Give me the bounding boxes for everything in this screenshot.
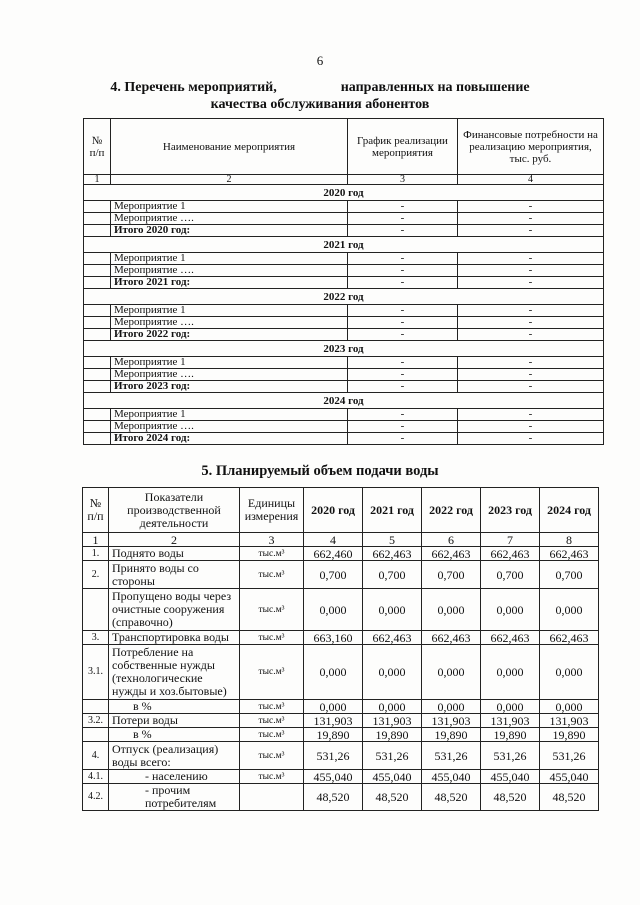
row-num-cell	[84, 421, 111, 433]
total-row	[84, 277, 604, 289]
measure-name: Мероприятие 1	[111, 409, 348, 421]
value-cell: 48,520	[540, 784, 599, 811]
measure-finance: -	[458, 381, 604, 393]
measure-finance: -	[458, 409, 604, 421]
value-cell: 0,000	[540, 700, 599, 714]
unit-cell: тыс.м³	[240, 742, 304, 770]
data-row	[83, 631, 599, 645]
year-row	[84, 341, 604, 357]
year-label: 2021 год	[84, 237, 604, 253]
indicator-name: Потери воды	[109, 714, 240, 728]
section4-title-part2: направленных на повышение	[340, 80, 530, 95]
data-row	[83, 728, 599, 742]
value-cell: 48,520	[363, 784, 422, 811]
value-cell: 531,26	[304, 742, 363, 770]
value-cell: 0,000	[422, 589, 481, 631]
measure-schedule: -	[348, 421, 458, 433]
col-header-year: 2024 год	[540, 488, 599, 533]
col-number: 3	[348, 175, 458, 185]
indicator-name: Пропущено воды через очистные сооружения (справочно)	[109, 589, 240, 631]
measure-finance: -	[458, 369, 604, 381]
indicator-name: Транспортировка воды	[109, 631, 240, 645]
value-cell: 131,903	[363, 714, 422, 728]
measure-row	[84, 317, 604, 329]
total-row	[84, 329, 604, 341]
value-cell: 48,520	[304, 784, 363, 811]
measure-schedule: -	[348, 213, 458, 225]
measure-row	[84, 369, 604, 381]
value-cell: 131,903	[422, 714, 481, 728]
indicator-name: в %	[109, 728, 240, 742]
col-header-unit: Единицы измерения	[240, 488, 304, 533]
row-number: 4.2.	[83, 784, 109, 811]
measure-schedule: -	[348, 369, 458, 381]
value-cell: 0,000	[422, 645, 481, 700]
total-row	[84, 381, 604, 393]
measure-name: Мероприятие 1	[111, 357, 348, 369]
value-cell: 0,000	[304, 645, 363, 700]
measure-schedule: -	[348, 317, 458, 329]
section4-title	[0, 79, 640, 113]
col-number: 2	[109, 533, 240, 547]
measure-finance: -	[458, 329, 604, 341]
value-cell: 531,26	[363, 742, 422, 770]
measure-row	[84, 357, 604, 369]
data-row	[83, 547, 599, 561]
measure-finance: -	[458, 253, 604, 265]
year-label: 2023 год	[84, 341, 604, 357]
value-cell: 19,890	[422, 728, 481, 742]
measure-name: Мероприятие 1	[111, 201, 348, 213]
value-cell: 48,520	[481, 784, 540, 811]
measure-name: Итого 2020 год:	[111, 225, 348, 237]
unit-cell: тыс.м³	[240, 728, 304, 742]
unit-cell: тыс.м³	[240, 700, 304, 714]
measure-name: Мероприятие 1	[111, 305, 348, 317]
measure-schedule: -	[348, 265, 458, 277]
unit-cell: тыс.м³	[240, 631, 304, 645]
unit-cell: тыс.м³	[240, 645, 304, 700]
measure-name: Мероприятие ….	[111, 421, 348, 433]
unit-cell: тыс.м³	[240, 589, 304, 631]
indicator-name: в %	[109, 700, 240, 714]
col-number: 1	[83, 533, 109, 547]
value-cell: 662,463	[363, 547, 422, 561]
measure-finance: -	[458, 277, 604, 289]
row-num-cell	[84, 305, 111, 317]
value-cell: 455,040	[304, 770, 363, 784]
measure-finance: -	[458, 317, 604, 329]
col-header-year: 2022 год	[422, 488, 481, 533]
measure-schedule: -	[348, 433, 458, 445]
value-cell: 455,040	[481, 770, 540, 784]
value-cell: 531,26	[422, 742, 481, 770]
value-cell: 662,463	[363, 631, 422, 645]
value-cell: 0,000	[540, 645, 599, 700]
value-cell: 0,700	[481, 561, 540, 589]
value-cell: 48,520	[422, 784, 481, 811]
value-cell: 662,463	[481, 547, 540, 561]
measure-row	[84, 253, 604, 265]
measure-name: Итого 2022 год:	[111, 329, 348, 341]
indicator-name: Поднято воды	[109, 547, 240, 561]
unit-cell: тыс.м³	[240, 547, 304, 561]
col-number: 4	[458, 175, 604, 185]
indicator-name: Потребление на собственные нужды (технологические нужды и хоз.бытовые)	[109, 645, 240, 700]
value-cell: 531,26	[540, 742, 599, 770]
value-cell: 0,000	[363, 589, 422, 631]
col-number: 3	[240, 533, 304, 547]
measure-row	[84, 421, 604, 433]
col-header-year: 2023 год	[481, 488, 540, 533]
data-row	[83, 700, 599, 714]
measure-name: Мероприятие ….	[111, 317, 348, 329]
value-cell: 19,890	[304, 728, 363, 742]
col-header-year: 2021 год	[363, 488, 422, 533]
indicator-name: Принято воды со стороны	[109, 561, 240, 589]
value-cell: 19,890	[481, 728, 540, 742]
row-num-cell	[84, 369, 111, 381]
measure-schedule: -	[348, 329, 458, 341]
col-number: 7	[481, 533, 540, 547]
value-cell: 455,040	[540, 770, 599, 784]
value-cell: 0,700	[304, 561, 363, 589]
value-cell: 662,463	[422, 631, 481, 645]
value-cell: 662,463	[540, 547, 599, 561]
section4-title-part1: 4. Перечень мероприятий,	[110, 80, 277, 95]
value-cell: 662,463	[422, 547, 481, 561]
measure-finance: -	[458, 265, 604, 277]
col-number: 2	[111, 175, 348, 185]
row-num-cell	[84, 317, 111, 329]
row-number: 2.	[83, 561, 109, 589]
row-number: 1.	[83, 547, 109, 561]
value-cell: 0,000	[481, 589, 540, 631]
value-cell: 0,000	[304, 700, 363, 714]
total-row	[84, 225, 604, 237]
col-header-schedule: График реализации мероприятия	[348, 119, 458, 175]
measures-number-row	[84, 175, 604, 185]
value-cell: 0,000	[304, 589, 363, 631]
value-cell: 662,463	[540, 631, 599, 645]
value-cell: 531,26	[481, 742, 540, 770]
col-number: 1	[84, 175, 111, 185]
row-num-cell	[84, 253, 111, 265]
row-num-cell	[84, 201, 111, 213]
section5-title: 5. Планируемый объем подачи воды	[201, 463, 439, 479]
col-header-finance: Финансовые потребности на реализацию мероприятия, тыс. руб.	[458, 119, 604, 175]
value-cell: 0,700	[363, 561, 422, 589]
value-cell: 0,000	[363, 700, 422, 714]
water-number-row	[83, 533, 599, 547]
data-row	[83, 714, 599, 728]
col-header-num: № п/п	[84, 119, 111, 175]
measure-finance: -	[458, 213, 604, 225]
year-row	[84, 289, 604, 305]
row-num-cell	[84, 357, 111, 369]
value-cell: 19,890	[363, 728, 422, 742]
value-cell: 662,460	[304, 547, 363, 561]
value-cell: 0,000	[363, 645, 422, 700]
row-num-cell	[84, 433, 111, 445]
section4-title-line2: качества обслуживания абонентов	[210, 97, 430, 112]
value-cell: 0,000	[481, 645, 540, 700]
row-number: 4.1.	[83, 770, 109, 784]
year-label: 2022 год	[84, 289, 604, 305]
measure-name: Итого 2021 год:	[111, 277, 348, 289]
water-supply-table	[82, 487, 599, 811]
year-row	[84, 237, 604, 253]
measure-finance: -	[458, 201, 604, 213]
value-cell: 131,903	[540, 714, 599, 728]
measure-name: Мероприятие ….	[111, 369, 348, 381]
measure-name: Итого 2024 год:	[111, 433, 348, 445]
row-number: 3.1.	[83, 645, 109, 700]
col-number: 5	[363, 533, 422, 547]
indicator-name: - населению	[109, 770, 240, 784]
col-header-year: 2020 год	[304, 488, 363, 533]
measures-table	[83, 118, 604, 445]
row-num-cell	[84, 329, 111, 341]
measure-schedule: -	[348, 225, 458, 237]
row-number	[83, 700, 109, 714]
data-row	[83, 742, 599, 770]
year-row	[84, 393, 604, 409]
row-num-cell	[84, 381, 111, 393]
measure-name: Мероприятие ….	[111, 265, 348, 277]
measure-schedule: -	[348, 201, 458, 213]
measure-name: Мероприятие ….	[111, 213, 348, 225]
col-header-num: № п/п	[83, 488, 109, 533]
col-number: 4	[304, 533, 363, 547]
value-cell: 0,000	[481, 700, 540, 714]
row-number	[83, 728, 109, 742]
measure-schedule: -	[348, 381, 458, 393]
year-label: 2020 год	[84, 185, 604, 201]
unit-cell: тыс.м³	[240, 561, 304, 589]
indicator-name: Отпуск (реализация) воды всего:	[109, 742, 240, 770]
measure-schedule: -	[348, 305, 458, 317]
unit-cell	[240, 784, 304, 811]
unit-cell: тыс.м³	[240, 714, 304, 728]
data-row	[83, 784, 599, 811]
measure-finance: -	[458, 357, 604, 369]
measure-finance: -	[458, 421, 604, 433]
row-num-cell	[84, 225, 111, 237]
col-number: 8	[540, 533, 599, 547]
value-cell: 662,463	[481, 631, 540, 645]
measure-row	[84, 409, 604, 421]
value-cell: 131,903	[481, 714, 540, 728]
data-row	[83, 589, 599, 631]
row-number: 3.	[83, 631, 109, 645]
value-cell: 455,040	[363, 770, 422, 784]
row-num-cell	[84, 213, 111, 225]
data-row	[83, 645, 599, 700]
total-row	[84, 433, 604, 445]
row-num-cell	[84, 409, 111, 421]
year-label: 2024 год	[84, 393, 604, 409]
value-cell: 0,700	[422, 561, 481, 589]
row-number: 4.	[83, 742, 109, 770]
measure-finance: -	[458, 433, 604, 445]
value-cell: 131,903	[304, 714, 363, 728]
measure-finance: -	[458, 225, 604, 237]
row-number	[83, 589, 109, 631]
measures-header-row	[84, 119, 604, 175]
measure-row	[84, 265, 604, 277]
value-cell: 0,000	[422, 700, 481, 714]
measure-row	[84, 213, 604, 225]
measure-schedule: -	[348, 357, 458, 369]
page-number: 6	[316, 53, 324, 68]
row-num-cell	[84, 277, 111, 289]
year-row	[84, 185, 604, 201]
data-row	[83, 561, 599, 589]
indicator-name: - прочим потребителям	[109, 784, 240, 811]
measure-schedule: -	[348, 409, 458, 421]
col-header-name: Наименование мероприятия	[111, 119, 348, 175]
value-cell: 663,160	[304, 631, 363, 645]
water-header-row	[83, 488, 599, 533]
col-header-indicator: Показатели производственной деятельности	[109, 488, 240, 533]
row-num-cell	[84, 265, 111, 277]
measure-row	[84, 201, 604, 213]
measure-row	[84, 305, 604, 317]
value-cell: 455,040	[422, 770, 481, 784]
measure-name: Итого 2023 год:	[111, 381, 348, 393]
measure-finance: -	[458, 305, 604, 317]
measure-schedule: -	[348, 253, 458, 265]
unit-cell: тыс.м³	[240, 770, 304, 784]
value-cell: 0,700	[540, 561, 599, 589]
measure-name: Мероприятие 1	[111, 253, 348, 265]
value-cell: 19,890	[540, 728, 599, 742]
value-cell: 0,000	[540, 589, 599, 631]
measure-schedule: -	[348, 277, 458, 289]
data-row	[83, 770, 599, 784]
col-number: 6	[422, 533, 481, 547]
row-number: 3.2.	[83, 714, 109, 728]
